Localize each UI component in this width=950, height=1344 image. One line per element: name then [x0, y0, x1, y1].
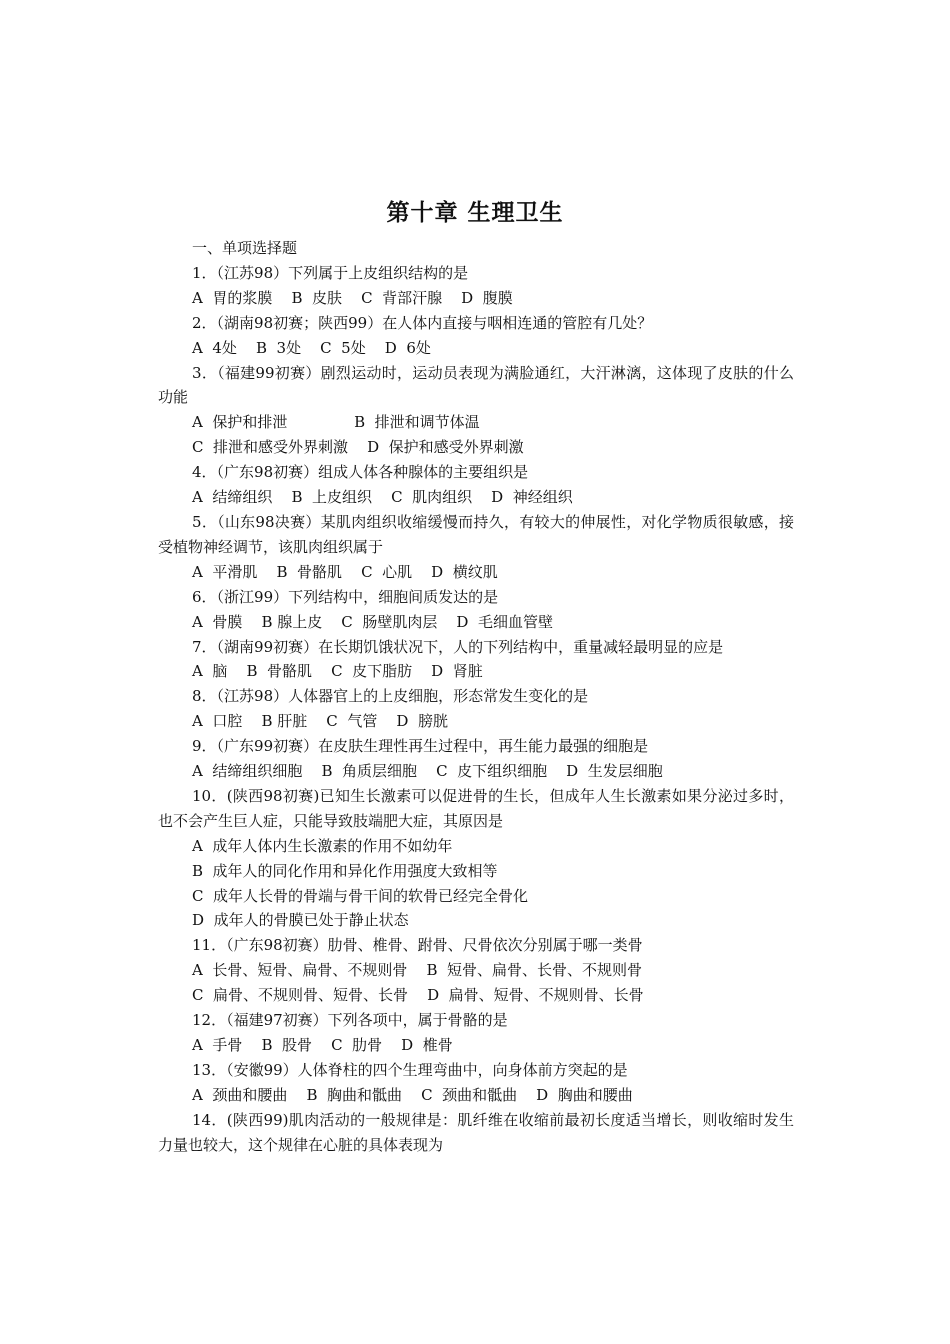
question-options: B 成年人的同化作用和异化作用强度大致相等 — [192, 861, 498, 880]
question-stem: 11．（广东98初赛）肋骨、椎骨、跗骨、尺骨依次分别属于哪一类骨 — [192, 936, 643, 955]
question-options: D 成年人的骨膜已处于静止状态 — [192, 911, 409, 930]
question-stem: 6．（浙江99）下列结构中，细胞间质发达的是 — [192, 587, 499, 606]
question-options: A 保护和排泄 B 排泄和调节体温 — [192, 413, 480, 432]
question-stem: 4．（广东98初赛）组成人体各种腺体的主要组织是 — [192, 463, 529, 482]
chapter-title: 第十章 生理卫生 — [386, 199, 564, 226]
question-options: A 脑 B 骨骼肌 C 皮下脂肪 D 肾脏 — [192, 662, 483, 681]
question-stem: 13．（安徽99）人体脊柱的四个生理弯曲中，向身体前方突起的是 — [192, 1060, 628, 1079]
question-options: C 排泄和感受外界刺激 D 保护和感受外界刺激 — [192, 438, 524, 457]
question-options: A 颈曲和腰曲 B 胸曲和骶曲 C 颈曲和骶曲 D 胸曲和腰曲 — [192, 1085, 633, 1104]
question-options: A 平滑肌 B 骨骼肌 C 心肌 D 横纹肌 — [192, 562, 498, 581]
question-options: A 口腔 B 肝脏 C 气管 D 膀胱 — [192, 712, 448, 731]
question-stem: 10．(陕西98初赛)已知生长激素可以促进骨的生长，但成年人生长激素如果分泌过多时，也不会产生巨人症，只能导致肢端肥大症，其原因是 — [158, 786, 794, 830]
question-options: A 骨膜 B 腺上皮 C 肠壁肌肉层 D 毛细血管壁 — [192, 612, 553, 631]
section-heading: 一、单项选择题 — [192, 239, 298, 257]
question-stem: 5．（山东98决赛）某肌肉组织收缩缓慢而持久，有较大的伸展性，对化学物质很敏感，接受植物神经调节，该肌肉组织属于 — [158, 512, 794, 556]
question-stem: 1．（江苏98）下列属于上皮组织结构的是 — [192, 263, 469, 282]
question-list — [158, 236, 794, 1158]
question-stem: 14．(陕西99)肌肉活动的一般规律是：肌纤维在收缩前最初长度适当增长，则收缩时发生力量也较大，这个规律在心脏的具体表现为 — [158, 1110, 794, 1154]
question-options: A 4处 B 3处 C 5处 D 6处 — [192, 338, 431, 357]
question-options: A 长骨、短骨、扁骨、不规则骨 B 短骨、扁骨、长骨、不规则骨 — [192, 961, 643, 980]
question-options: C 成年人长骨的骨端与骨干间的软骨已经完全骨化 — [192, 886, 529, 905]
question-stem: 8．（江苏98）人体器官上的上皮细胞，形态常发生变化的是 — [192, 687, 589, 706]
question-options: A 胃的浆膜 B 皮肤 C 背部汗腺 D 腹膜 — [192, 288, 513, 307]
question-stem: 12．（福建97初赛）下列各项中，属于骨骼的是 — [192, 1011, 508, 1030]
question-stem: 7．（湖南99初赛）在长期饥饿状况下，人的下列结构中，重量减轻最明显的应是 — [192, 637, 724, 656]
question-stem: 3．（福建99初赛）剧烈运动时，运动员表现为满脸通红，大汗淋漓，这体现了皮肤的什么功能 — [158, 363, 794, 407]
question-stem: 9．（广东99初赛）在皮肤生理性再生过程中，再生能力最强的细胞是 — [192, 737, 649, 756]
question-options: A 成年人体内生长激素的作用不如幼年 — [192, 836, 453, 855]
question-options: A 手骨 B 股骨 C 肋骨 D 椎骨 — [192, 1036, 453, 1054]
question-stem: 2．（湖南98初赛；陕西99）在人体内直接与咽相连通的管腔有几处？ — [192, 313, 653, 332]
question-options: A 结缔组织 B 上皮组织 C 肌肉组织 D 神经组织 — [192, 488, 573, 507]
question-options: A 结缔组织细胞 B 角质层细胞 C 皮下组织细胞 D 生发层细胞 — [192, 762, 663, 781]
question-options: C 扁骨、不规则骨、短骨、长骨 D 扁骨、短骨、不规则骨、长骨 — [192, 986, 644, 1005]
